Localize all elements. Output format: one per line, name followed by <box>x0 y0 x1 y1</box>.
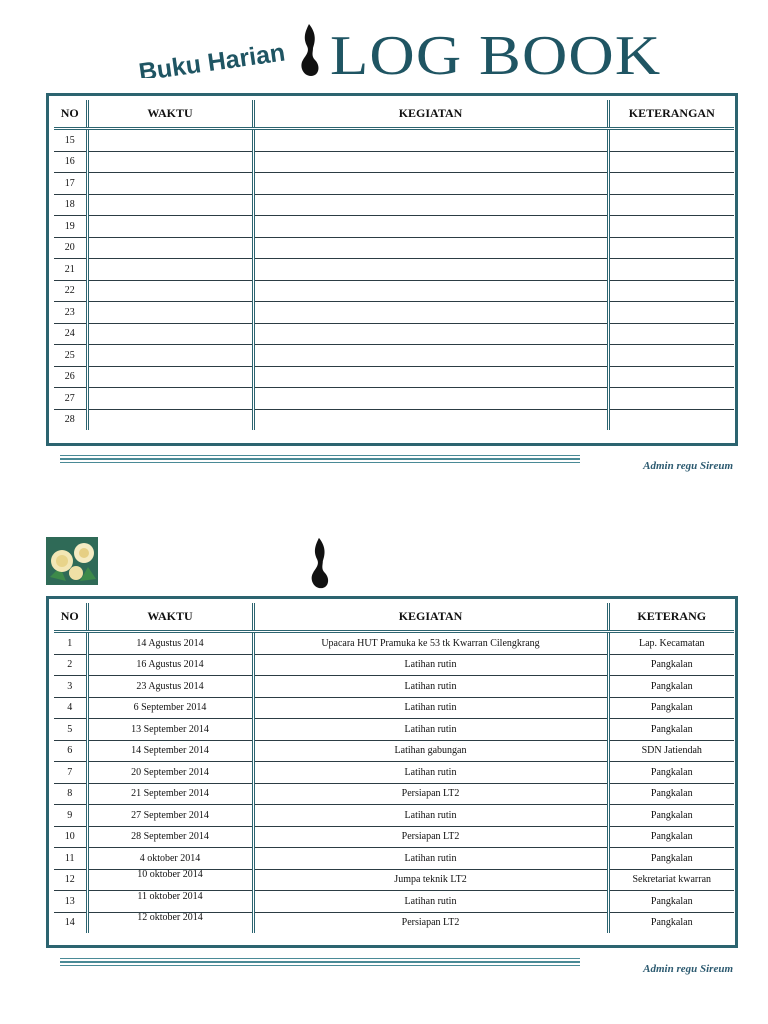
cell-no: 17 <box>54 173 87 195</box>
cell-no: 11 <box>54 848 87 870</box>
cell-waktu <box>87 366 253 388</box>
cell-kegiatan: Latihan rutin <box>253 805 608 827</box>
cell-kegiatan <box>253 388 608 410</box>
cell-kegiatan: Upacara HUT Pramuka ke 53 tk Kwarran Cilengkrang <box>253 632 608 655</box>
cell-kegiatan: Persiapan LT2 <box>253 912 608 933</box>
cell-keterangan <box>608 173 734 195</box>
cell-no: 6 <box>54 740 87 762</box>
cell-no: 19 <box>54 216 87 238</box>
cell-no: 23 <box>54 302 87 324</box>
cell-kegiatan <box>253 323 608 345</box>
cell-kegiatan: Latihan rutin <box>253 697 608 719</box>
cell-kegiatan: Latihan rutin <box>253 719 608 741</box>
cell-waktu: 6 September 2014 <box>87 697 253 719</box>
cell-kegiatan: Latihan rutin <box>253 654 608 676</box>
cell-no: 25 <box>54 345 87 367</box>
cell-waktu <box>87 151 253 173</box>
cell-kegiatan: Jumpa teknik LT2 <box>253 869 608 891</box>
cell-waktu <box>87 259 253 281</box>
cell-keterangan: Pangkalan <box>608 762 734 784</box>
column-header-waktu: WAKTU <box>87 100 253 129</box>
cell-waktu <box>87 302 253 324</box>
table-row <box>54 409 734 430</box>
cell-keterangan <box>608 194 734 216</box>
log-table-bottom <box>46 596 738 948</box>
cell-no: 10 <box>54 826 87 848</box>
cell-waktu: 28 September 2014 <box>87 826 253 848</box>
log-table-top <box>46 93 738 446</box>
column-header-keterangan: KETERANGAN <box>608 100 734 129</box>
cell-no: 13 <box>54 891 87 913</box>
cell-keterangan <box>608 366 734 388</box>
cell-kegiatan <box>253 173 608 195</box>
script-title-art <box>136 30 296 78</box>
cell-no: 9 <box>54 805 87 827</box>
cell-waktu <box>87 237 253 259</box>
cell-kegiatan <box>253 216 608 238</box>
script-title <box>136 30 296 78</box>
table-row <box>54 259 734 281</box>
table-row <box>54 151 734 173</box>
cell-waktu <box>87 323 253 345</box>
table-header-row <box>54 100 734 129</box>
cell-no: 24 <box>54 323 87 345</box>
cell-kegiatan: Persiapan LT2 <box>253 826 608 848</box>
cell-kegiatan <box>253 280 608 302</box>
cell-waktu <box>87 194 253 216</box>
column-header-kegiatan: KEGIATAN <box>253 603 608 632</box>
cell-keterangan <box>608 129 734 152</box>
tunas-kelapa-emblem-icon-2 <box>303 536 333 592</box>
cell-waktu <box>87 173 253 195</box>
cell-waktu <box>87 912 253 933</box>
column-header-no: NO <box>54 603 87 632</box>
admin-signature-bottom: Admin regu Sireum <box>643 963 733 975</box>
cell-waktu <box>87 409 253 430</box>
cell-waktu: 14 September 2014 <box>87 740 253 762</box>
footer-divider-2 <box>60 958 580 970</box>
cell-kegiatan: Latihan rutin <box>253 762 608 784</box>
column-header-keterangan: KETERANG <box>608 603 734 632</box>
column-header-waktu: WAKTU <box>87 603 253 632</box>
cell-kegiatan <box>253 259 608 281</box>
cell-waktu: 23 Agustus 2014 <box>87 676 253 698</box>
table-row <box>54 194 734 216</box>
admin-signature-top: Admin regu Sireum <box>643 460 733 472</box>
cell-kegiatan: Latihan rutin <box>253 676 608 698</box>
table-header-row <box>54 603 734 632</box>
cell-keterangan <box>608 323 734 345</box>
cell-no: 14 <box>64 917 75 929</box>
cell-no: 27 <box>54 388 87 410</box>
cell-keterangan <box>608 388 734 410</box>
cell-waktu-text: 11 oktober 2014 <box>137 890 203 902</box>
table-row <box>54 173 734 195</box>
cell-no: 15 <box>54 129 87 152</box>
cell-kegiatan: Latihan gabungan <box>253 740 608 762</box>
cell-keterangan <box>608 216 734 238</box>
cell-no: 22 <box>54 280 87 302</box>
cell-no: 2 <box>54 654 87 676</box>
cell-waktu <box>87 388 253 410</box>
cell-waktu <box>87 891 253 913</box>
cell-kegiatan <box>253 129 608 152</box>
tunas-kelapa-emblem-icon <box>293 22 323 80</box>
table-row <box>54 302 734 324</box>
cell-no: 7 <box>54 762 87 784</box>
cell-no: 8 <box>54 783 87 805</box>
cell-keterangan: Pangkalan <box>608 826 734 848</box>
cell-kegiatan <box>253 366 608 388</box>
table-row <box>54 912 734 933</box>
cell-kegiatan <box>253 345 608 367</box>
cell-no: 26 <box>54 366 87 388</box>
cell-waktu <box>87 280 253 302</box>
table-row <box>54 366 734 388</box>
cell-waktu: 13 September 2014 <box>87 719 253 741</box>
table-row <box>54 762 734 784</box>
table-row <box>54 719 734 741</box>
footer-divider <box>60 455 580 467</box>
cell-no: 21 <box>54 259 87 281</box>
cell-waktu: 16 Agustus 2014 <box>87 654 253 676</box>
cell-no: 4 <box>54 697 87 719</box>
cell-keterangan: Pangkalan <box>608 654 734 676</box>
cell-keterangan: Sekretariat kwarran <box>608 869 734 891</box>
cell-waktu: 4 oktober 2014 <box>87 848 253 870</box>
table-row <box>54 345 734 367</box>
cell-no: 12 <box>54 869 87 891</box>
cell-waktu-text: 12 oktober 2014 <box>137 912 203 924</box>
table-row <box>54 654 734 676</box>
table-row <box>54 740 734 762</box>
cell-keterangan <box>608 302 734 324</box>
table-row <box>54 323 734 345</box>
table-row <box>54 891 734 913</box>
cell-no: 1 <box>54 632 87 655</box>
column-header-no: NO <box>54 100 87 129</box>
table-row <box>54 826 734 848</box>
cell-waktu: 21 September 2014 <box>87 783 253 805</box>
table-row <box>54 805 734 827</box>
cell-no: 20 <box>54 237 87 259</box>
cell-keterangan: Pangkalan <box>608 697 734 719</box>
cell-keterangan: Pangkalan <box>608 891 734 913</box>
cell-keterangan <box>608 409 734 430</box>
rose-flowers-image <box>46 537 98 585</box>
cell-keterangan <box>608 345 734 367</box>
cell-kegiatan <box>253 302 608 324</box>
page-title: LOG BOOK <box>330 25 662 87</box>
cell-no: 16 <box>54 151 87 173</box>
cell-keterangan: Pangkalan <box>608 676 734 698</box>
cell-no: 18 <box>54 194 87 216</box>
cell-keterangan: Pangkalan <box>608 783 734 805</box>
cell-keterangan: Pangkalan <box>608 912 734 933</box>
cell-keterangan: SDN Jatiendah <box>608 740 734 762</box>
cell-kegiatan <box>253 409 608 430</box>
table-row <box>54 237 734 259</box>
table-row <box>54 783 734 805</box>
cell-waktu <box>87 216 253 238</box>
column-header-kegiatan: KEGIATAN <box>253 100 608 129</box>
table-row <box>54 216 734 238</box>
table-row <box>54 388 734 410</box>
cell-keterangan <box>608 151 734 173</box>
table-row <box>54 697 734 719</box>
cell-kegiatan: Persiapan LT2 <box>253 783 608 805</box>
cell-no: 3 <box>54 676 87 698</box>
cell-waktu: 14 Agustus 2014 <box>87 632 253 655</box>
cell-waktu <box>87 869 253 891</box>
script-title-text: Buku Harian <box>137 38 287 78</box>
cell-kegiatan <box>253 194 608 216</box>
table-row <box>54 129 734 152</box>
cell-kegiatan <box>253 237 608 259</box>
cell-no: 28 <box>64 414 75 426</box>
cell-keterangan <box>608 237 734 259</box>
cell-waktu <box>87 345 253 367</box>
cell-kegiatan: Latihan rutin <box>253 891 608 913</box>
cell-no: 5 <box>54 719 87 741</box>
cell-waktu: 20 September 2014 <box>87 762 253 784</box>
table-row <box>54 280 734 302</box>
table-row <box>54 869 734 891</box>
table-row <box>54 848 734 870</box>
cell-kegiatan <box>253 151 608 173</box>
cell-keterangan <box>608 259 734 281</box>
cell-keterangan: Pangkalan <box>608 805 734 827</box>
table-row <box>54 632 734 655</box>
cell-waktu <box>87 129 253 152</box>
cell-keterangan: Pangkalan <box>608 719 734 741</box>
cell-keterangan: Pangkalan <box>608 848 734 870</box>
cell-waktu-text: 10 oktober 2014 <box>137 869 203 881</box>
cell-keterangan: Lap. Kecamatan <box>608 632 734 655</box>
cell-keterangan <box>608 280 734 302</box>
table-row <box>54 676 734 698</box>
cell-waktu: 27 September 2014 <box>87 805 253 827</box>
cell-kegiatan: Latihan rutin <box>253 848 608 870</box>
